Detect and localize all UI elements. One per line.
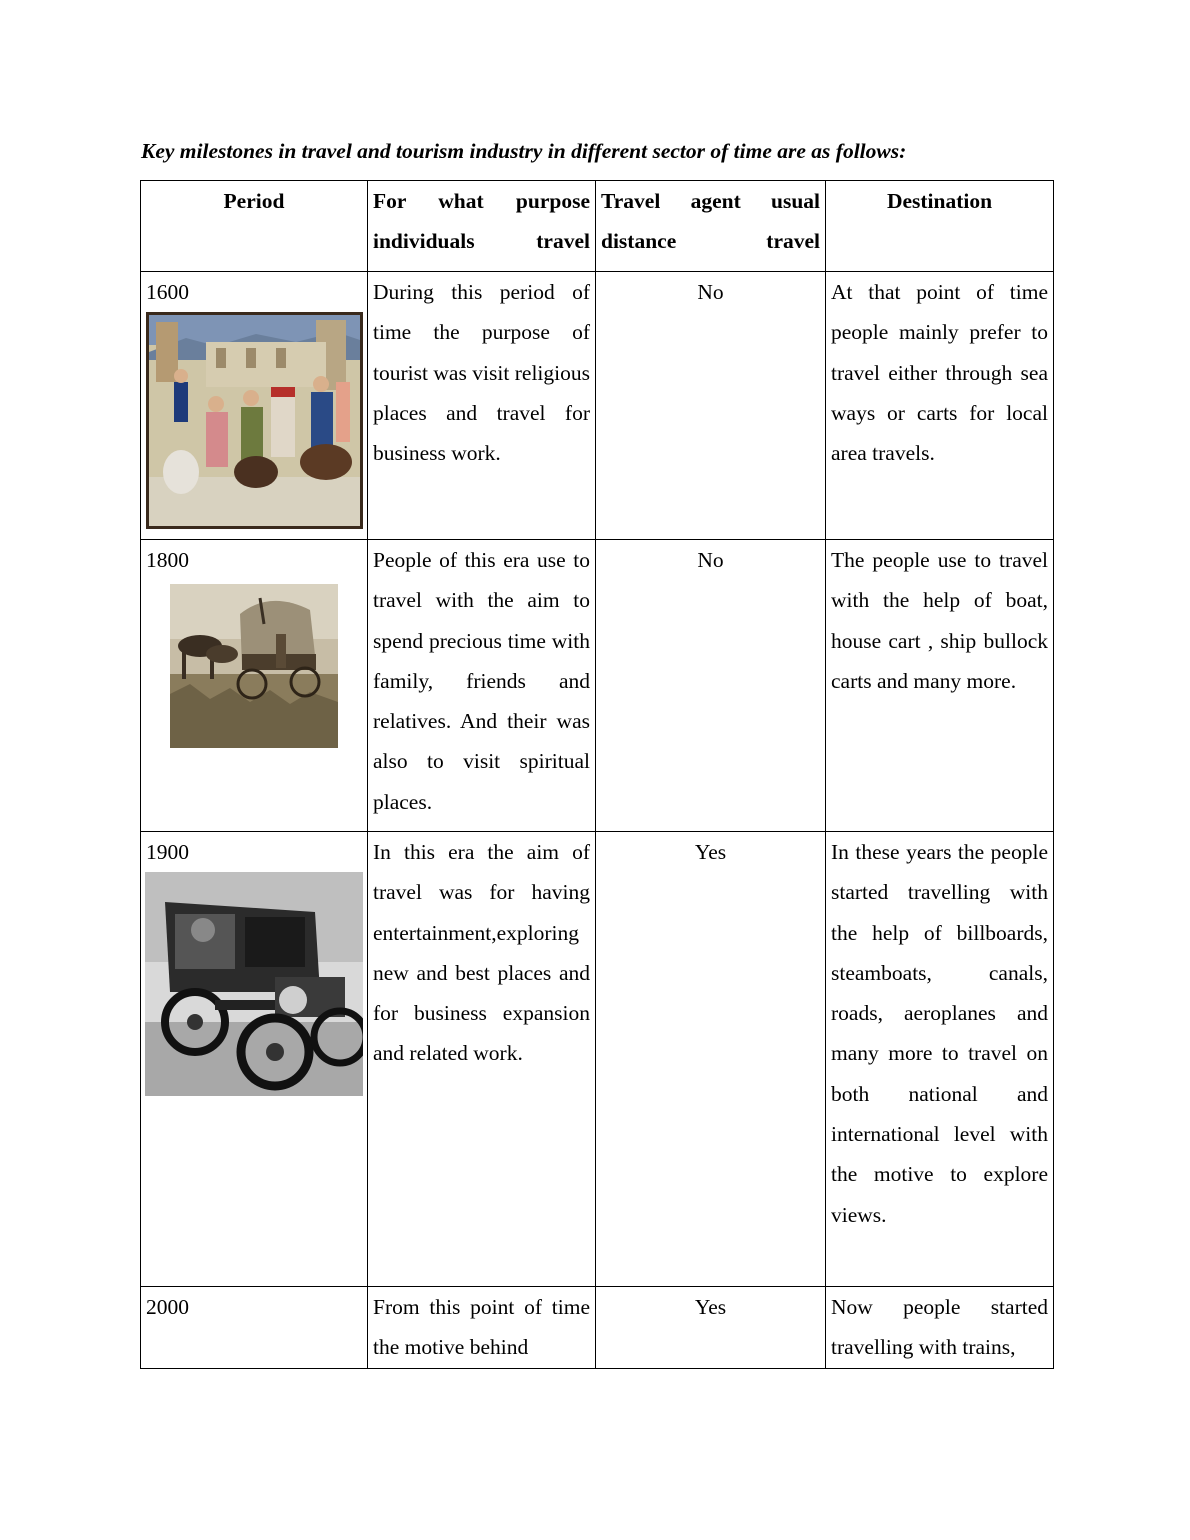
period-cell <box>141 832 368 1287</box>
table-row <box>141 1287 1054 1369</box>
purpose-cell: In this era the aim of travel was for having entertainment,exploring new and best places and for business expansion and related work. <box>368 832 596 1287</box>
period-cell <box>141 1287 368 1369</box>
period-year: 1600 <box>146 280 189 304</box>
purpose-cell: People of this era use to travel with the aim to spend precious time with family, friends and relatives. And their was also to visit spiritual places. <box>368 540 596 832</box>
period-year: 1900 <box>146 840 189 864</box>
medieval-pilgrims-illustration <box>146 312 363 529</box>
purpose-cell: During this period of time the purpose of tourist was visit religious places and travel for business work. <box>368 272 596 540</box>
header-destination: Destination <box>826 181 1054 272</box>
destination-cell: In these years the people started travelling with the help of billboards, steamboats, canals, roads, aeroplanes and many more to travel on both national and international level with the motive to explore views. <box>826 832 1054 1287</box>
destination-cell: At that point of time people mainly prefer to travel either through sea ways or carts for local area travels. <box>826 272 1054 540</box>
period-year: 1800 <box>146 548 189 572</box>
table-row <box>141 540 1054 832</box>
table-row <box>141 832 1054 1287</box>
covered-wagon-photo <box>170 584 338 748</box>
destination-cell: Now people started travelling with trains, <box>826 1287 1054 1369</box>
agent-cell: Yes <box>596 1287 826 1369</box>
period-year: 2000 <box>146 1295 189 1319</box>
header-period: Period <box>141 181 368 272</box>
agent-cell: No <box>596 272 826 540</box>
table-row <box>141 272 1054 540</box>
purpose-cell: From this point of time the motive behind <box>368 1287 596 1369</box>
period-cell <box>141 272 368 540</box>
table-header-row <box>141 181 1054 272</box>
destination-cell: The people use to travel with the help of boat, house cart , ship bullock carts and many more. <box>826 540 1054 832</box>
document-heading: Key milestones in travel and tourism industry in different sector of time are as follows: <box>141 139 907 163</box>
header-agent: Travel agent usual distance travel <box>596 181 826 272</box>
agent-cell: No <box>596 540 826 832</box>
agent-cell: Yes <box>596 832 826 1287</box>
period-cell <box>141 540 368 832</box>
milestones-table <box>140 180 1054 1369</box>
vintage-car-photo <box>145 872 363 1096</box>
header-purpose: For what purpose individuals travel <box>368 181 596 272</box>
